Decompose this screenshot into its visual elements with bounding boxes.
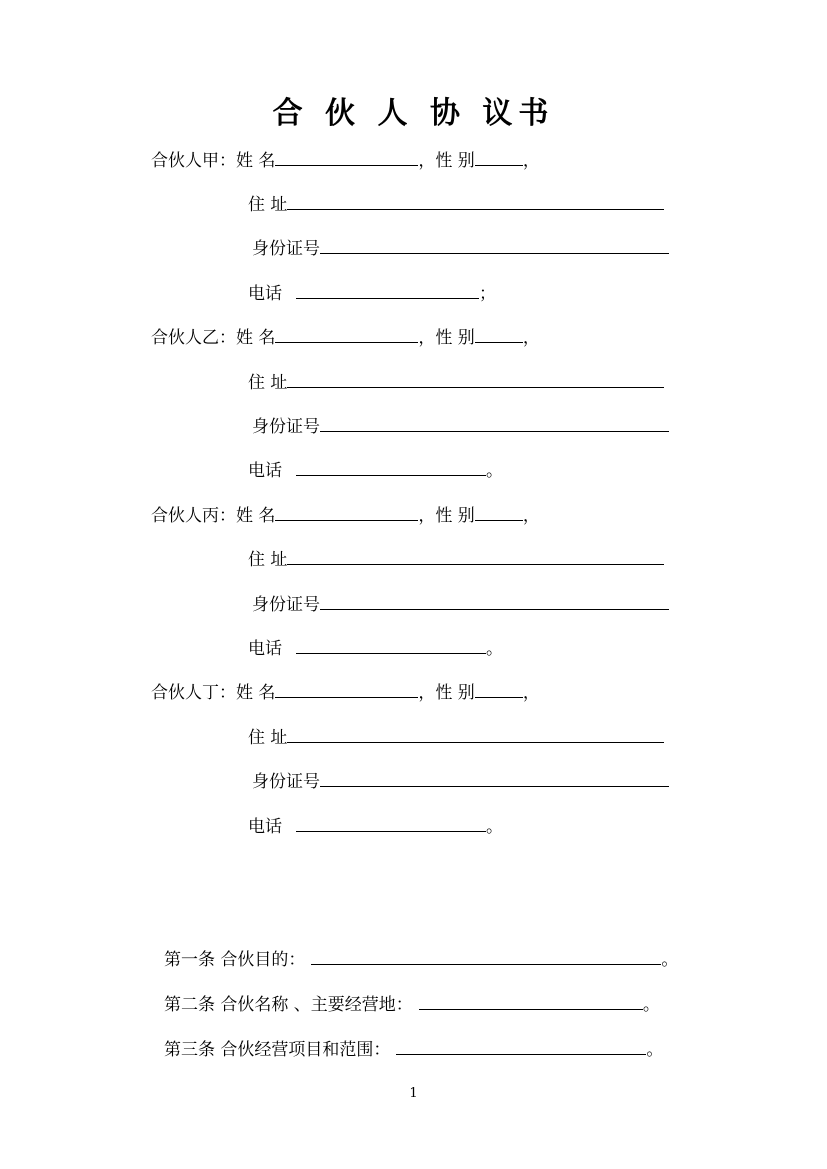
punct: 。 [486, 817, 503, 837]
partner-a-phone-row [248, 281, 496, 305]
partner-d-address-row [248, 725, 664, 749]
punct: ， [522, 506, 540, 526]
id-blank[interactable] [320, 592, 669, 610]
name-label: 姓 名 [236, 151, 276, 171]
id-label: 身份证号 [252, 595, 320, 615]
id-blank[interactable] [320, 414, 669, 432]
phone-blank[interactable] [296, 458, 486, 476]
page-number: 1 [409, 1086, 418, 1101]
gender-blank[interactable] [475, 503, 523, 521]
punct: 。 [486, 639, 503, 659]
partner-label: 合伙人丙： [151, 506, 236, 526]
article-label: 第三条 合伙经营项目和范围： [164, 1040, 391, 1060]
partner-label: 合伙人甲： [151, 151, 236, 171]
id-label: 身份证号 [252, 239, 320, 259]
article-blank[interactable] [396, 1037, 646, 1055]
address-label: 住 址 [248, 195, 288, 215]
phone-blank[interactable] [296, 281, 479, 299]
article-2 [164, 992, 660, 1016]
punct: 。 [486, 461, 503, 481]
article-3 [164, 1037, 663, 1061]
partner-d-id-row [252, 769, 669, 793]
partner-label: 合伙人乙： [151, 328, 236, 348]
article-blank[interactable] [311, 947, 661, 965]
id-label: 身份证号 [252, 772, 320, 792]
partner-c-address-row [248, 547, 664, 571]
gender-label: ，性 别 [418, 328, 475, 348]
phone-label: 电话 [248, 639, 282, 659]
punct: ， [522, 683, 540, 703]
address-blank[interactable] [287, 725, 664, 743]
punct: ； [479, 284, 496, 304]
partner-c-phone-row [248, 636, 503, 660]
partner-b-address-row [248, 370, 664, 394]
partner-c-name-row [151, 503, 540, 527]
partner-a-id-row [252, 236, 669, 260]
partner-b-phone-row [248, 458, 503, 482]
name-label: 姓 名 [236, 683, 276, 703]
article-label: 第一条 合伙目的： [164, 950, 306, 970]
id-label: 身份证号 [252, 417, 320, 437]
partner-d-phone-row [248, 814, 503, 838]
name-label: 姓 名 [236, 328, 276, 348]
article-1 [164, 947, 678, 971]
gender-blank[interactable] [475, 325, 523, 343]
id-blank[interactable] [320, 236, 669, 254]
partner-a-name-row [151, 148, 540, 172]
punct: ， [522, 328, 540, 348]
partner-b-id-row [252, 414, 669, 438]
phone-blank[interactable] [296, 636, 486, 654]
gender-label: ，性 别 [418, 506, 475, 526]
id-blank[interactable] [320, 769, 669, 787]
article-label: 第二条 合伙名称 、主要经营地： [164, 995, 413, 1015]
phone-label: 电话 [248, 461, 282, 481]
punct: 。 [646, 1040, 664, 1060]
phone-label: 电话 [248, 284, 282, 304]
name-blank[interactable] [275, 680, 418, 698]
address-blank[interactable] [287, 370, 664, 388]
phone-label: 电话 [248, 817, 282, 837]
name-blank[interactable] [275, 148, 418, 166]
gender-label: ，性 别 [418, 683, 475, 703]
punct: 。 [642, 995, 660, 1015]
gender-label: ，性 别 [418, 151, 475, 171]
punct: 。 [661, 950, 679, 970]
address-label: 住 址 [248, 728, 288, 748]
address-label: 住 址 [248, 550, 288, 570]
address-blank[interactable] [287, 192, 664, 210]
address-label: 住 址 [248, 373, 288, 393]
name-blank[interactable] [275, 503, 418, 521]
partner-c-id-row [252, 592, 669, 616]
address-blank[interactable] [287, 547, 664, 565]
name-label: 姓 名 [236, 506, 276, 526]
document-title: 合 伙 人 协 议书 [272, 96, 555, 131]
partner-d-name-row [151, 680, 540, 704]
punct: ， [522, 151, 540, 171]
phone-blank[interactable] [296, 814, 486, 832]
partner-b-name-row [151, 325, 540, 349]
name-blank[interactable] [275, 325, 418, 343]
partner-a-address-row [248, 192, 664, 216]
gender-blank[interactable] [475, 148, 523, 166]
gender-blank[interactable] [475, 680, 523, 698]
partner-label: 合伙人丁： [151, 683, 236, 703]
article-blank[interactable] [419, 992, 643, 1010]
